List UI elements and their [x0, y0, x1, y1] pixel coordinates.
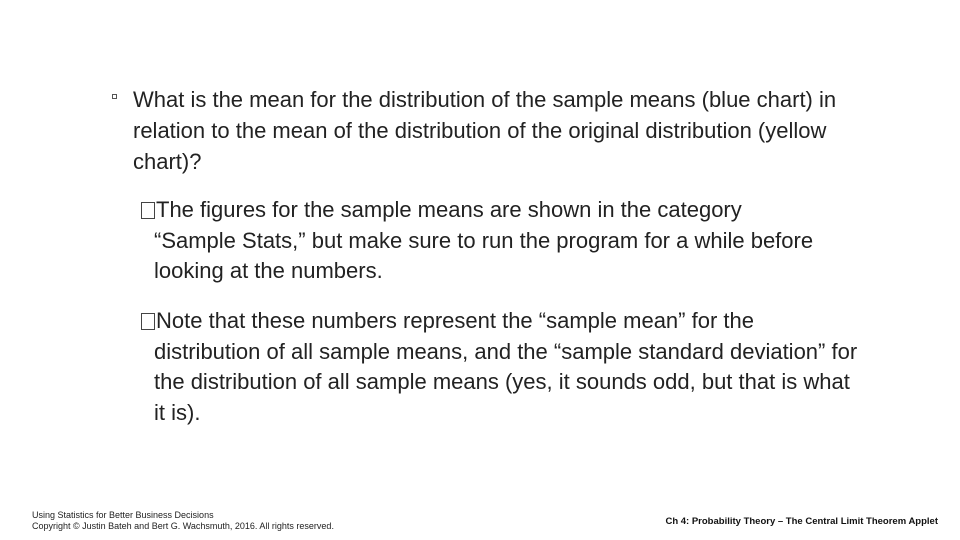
sub-bullet-sample-stats [141, 195, 861, 287]
sub-bullet-first-line: Note that these numbers represent the “sample mean” for the [156, 308, 754, 333]
missing-glyph-bullet-icon [141, 202, 155, 219]
sub-bullet-continuation: distribution of all sample means, and the “sample standard deviation” for the distribution of all sample means (yes, it sounds odd, but that is what it is). [154, 338, 858, 425]
main-bullet-text: What is the mean for the distribution of the sample means (blue chart) in relation to the mean of the distribution of the original distribution (yellow chart)? [133, 87, 837, 174]
sub-bullet-note [141, 306, 861, 428]
main-bullet [112, 84, 852, 177]
square-bullet-icon [112, 94, 117, 99]
book-title: Using Statistics for Better Business Decisions [32, 510, 214, 520]
copyright-notice: Copyright © Justin Bateh and Bert G. Wachsmuth, 2016. All rights reserved. [32, 521, 334, 531]
chapter-label: Ch 4: Probability Theory – The Central Limit Theorem Applet [665, 516, 938, 527]
sub-bullet-continuation: “Sample Stats,” but make sure to run the program for a while before looking at the numbers. [154, 227, 814, 283]
sub-bullet-first-line: The figures for the sample means are shown in the category [156, 197, 742, 222]
missing-glyph-bullet-icon [141, 313, 155, 330]
footer-citation [32, 510, 334, 532]
